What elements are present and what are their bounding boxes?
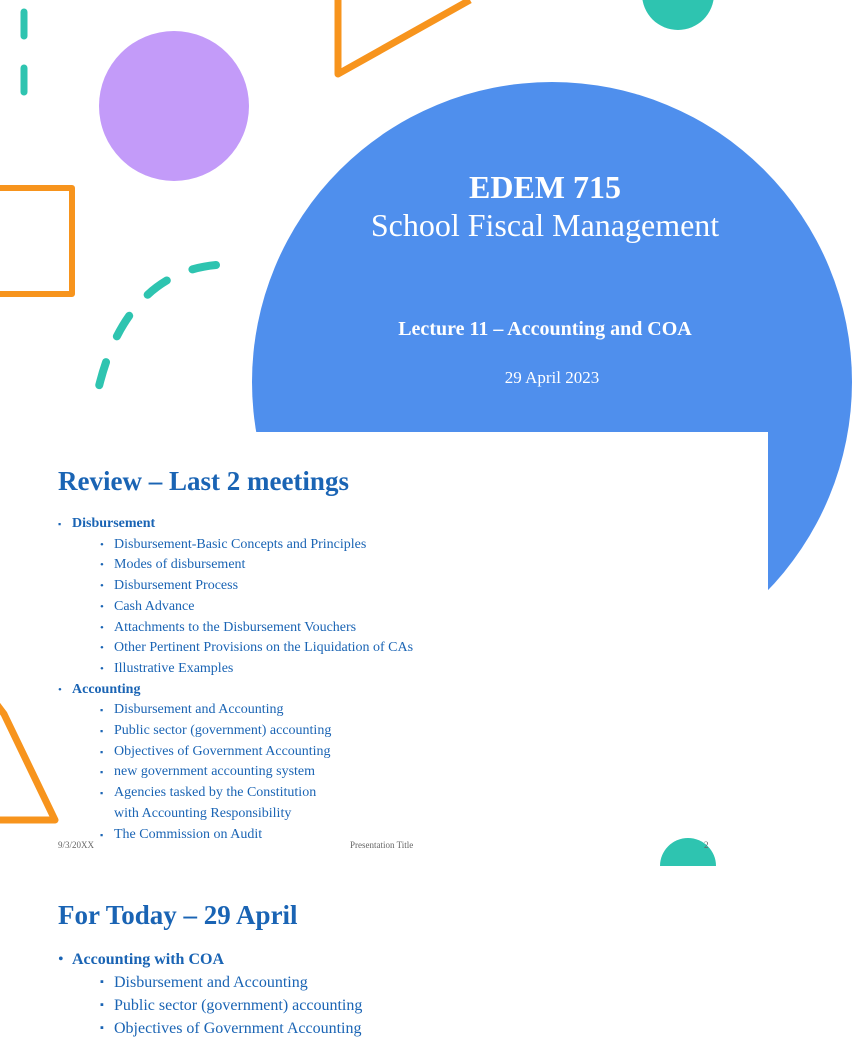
section-label: Disbursement	[72, 516, 156, 531]
bullet-square: ▪	[58, 519, 62, 529]
list-item	[100, 762, 413, 783]
bullet-square: ▪	[100, 767, 104, 778]
title-slide	[0, 0, 768, 432]
slide-heading: Review – Last 2 meetings	[58, 466, 349, 496]
bullet-dot: •	[100, 642, 104, 655]
list-item-text: The Commission on Audit	[114, 826, 263, 842]
lecture-title: Lecture 11 – Accounting and COA	[398, 318, 692, 340]
orange-triangle-left	[0, 682, 55, 820]
list-item-text: Illustrative Examples	[114, 660, 234, 676]
list-item-text: Disbursement-Basic Concepts and Principles	[114, 536, 367, 552]
list-item	[100, 783, 413, 804]
bullet-square: ▪	[100, 788, 104, 799]
footer-page-number: 2	[704, 840, 709, 850]
list-item-text: Disbursement and Accounting	[114, 702, 284, 718]
list-item-text: Public sector (government) accounting	[114, 723, 332, 739]
list-item-text: Other Pertinent Provisions on the Liquidation of CAs	[114, 640, 414, 656]
bullet-square: ▪	[100, 726, 104, 737]
footer-title: Presentation Title	[350, 840, 414, 850]
list-item-text: Agencies tasked by the Constitution	[114, 785, 317, 801]
list-item	[100, 576, 413, 597]
bullet-square: ▪	[100, 999, 104, 1011]
bullet-square: ▪	[100, 746, 104, 757]
slide-heading: For Today – 29 April	[58, 900, 298, 930]
today-slide	[0, 866, 768, 1037]
list-item	[100, 659, 413, 680]
bullet-square: ▪	[100, 976, 104, 988]
course-code: EDEM 715	[469, 169, 621, 205]
list-item-text: Modes of disbursement	[114, 557, 246, 573]
teal-circle-top	[642, 0, 714, 30]
review-list	[58, 514, 413, 845]
list-item	[100, 555, 413, 576]
orange-square-outline	[0, 188, 72, 294]
list-item-text: Objectives of Government Accounting	[114, 1020, 362, 1037]
list-item	[100, 535, 413, 556]
section-label: Accounting	[72, 681, 141, 697]
list-item	[100, 1017, 362, 1040]
list-item	[100, 971, 362, 994]
orange-triangle-outline	[338, 0, 470, 74]
bullet-dot: •	[100, 538, 104, 551]
list-item	[100, 638, 413, 659]
list-item	[100, 721, 413, 742]
list-item	[100, 597, 413, 618]
bullet-square: ▪	[100, 1022, 104, 1034]
list-item	[58, 948, 362, 1040]
teal-dashed-arc	[97, 265, 216, 395]
bullet-dot: •	[100, 559, 104, 572]
section-label: Accounting with COA	[72, 951, 225, 968]
list-item	[58, 514, 413, 680]
bullet-dot: •	[100, 662, 104, 675]
list-item-text: new government accounting system	[114, 764, 316, 780]
footer-date: 9/3/20XX	[58, 840, 94, 850]
bullet-dot: •	[100, 580, 104, 593]
list-item-text: Disbursement Process	[114, 578, 239, 594]
bullet-dot: •	[58, 951, 64, 968]
list-item-continuation	[100, 804, 413, 825]
list-item	[100, 618, 413, 639]
bullet-dot: •	[100, 621, 104, 634]
list-item-text: Disbursement and Accounting	[114, 974, 308, 991]
purple-circle	[99, 31, 249, 181]
list-item-text: Cash Advance	[114, 598, 195, 614]
list-item	[100, 700, 413, 721]
lecture-date: 29 April 2023	[504, 368, 600, 387]
review-slide	[0, 432, 768, 866]
list-item-text: Public sector (government) accounting	[114, 997, 363, 1014]
bullet-dot: •	[58, 683, 62, 696]
list-item	[100, 742, 413, 763]
bullet-square: ▪	[100, 705, 104, 716]
list-item	[58, 680, 413, 846]
bullet-square: ▪	[100, 829, 104, 840]
today-list	[58, 948, 362, 1040]
course-title: School Fiscal Management	[370, 207, 720, 243]
title-block	[330, 168, 760, 244]
list-item-text: Attachments to the Disbursement Vouchers	[114, 619, 357, 635]
list-item-text: with Accounting Responsibility	[114, 805, 292, 821]
list-item-text: Objectives of Government Accounting	[114, 743, 331, 759]
list-item	[100, 994, 362, 1017]
bullet-dot: •	[100, 600, 104, 613]
